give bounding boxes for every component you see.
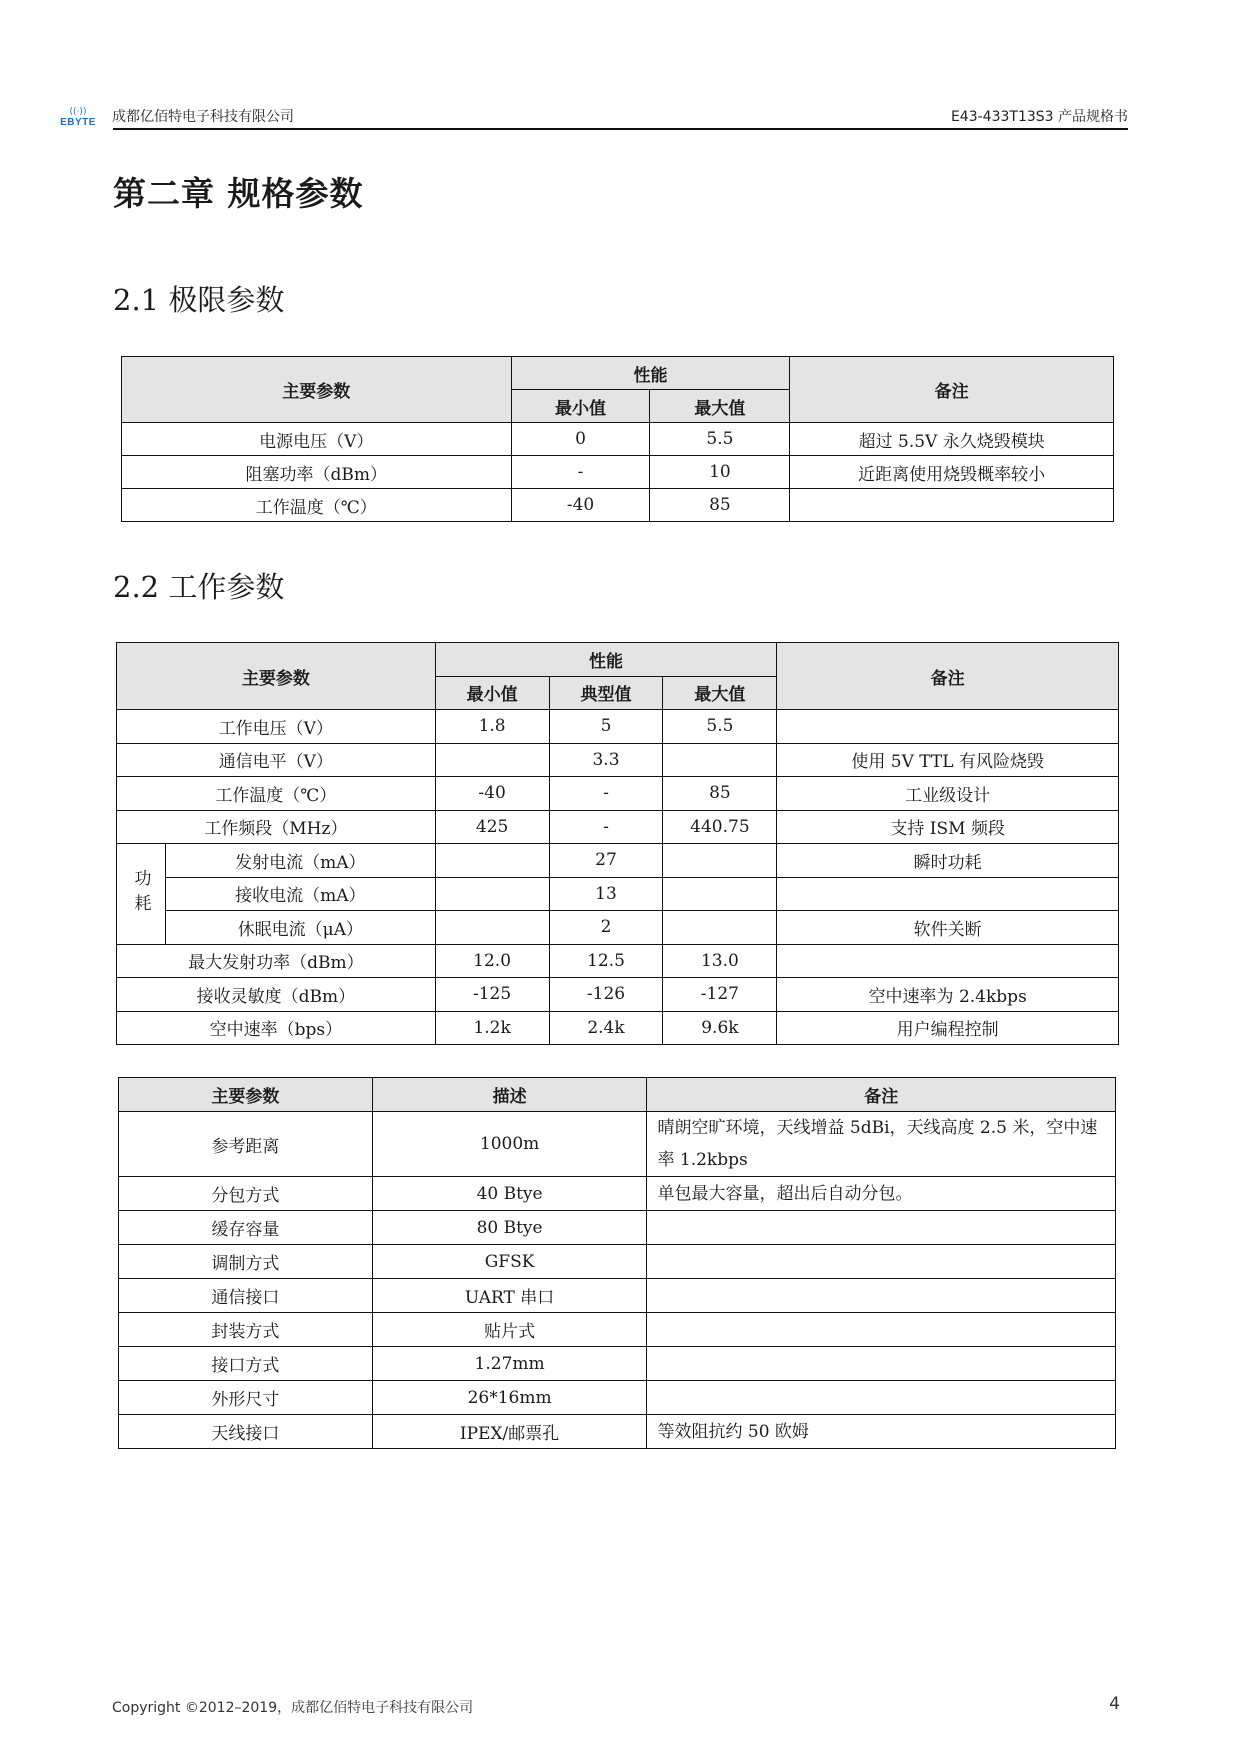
cell-typ: - <box>549 810 663 844</box>
cell-note: 用户编程控制 <box>777 1011 1119 1045</box>
cell-param: 工作频段（MHz） <box>117 810 436 844</box>
cell-param: 封装方式 <box>119 1313 373 1347</box>
table-header-row <box>122 357 1114 390</box>
cell-note: 近距离使用烧毁概率较小 <box>790 456 1114 489</box>
table-row <box>117 877 1119 911</box>
cell-param: 通信接口 <box>119 1279 373 1313</box>
col-header-min: 最小值 <box>435 676 549 710</box>
cell-description: 40 Btye <box>372 1177 647 1211</box>
table-row <box>117 944 1119 978</box>
cell-max: 440.75 <box>663 810 777 844</box>
table-row <box>122 456 1114 489</box>
cell-note <box>647 1245 1116 1279</box>
table-row <box>117 844 1119 878</box>
cell-param: 接收灵敏度（dBm） <box>117 978 436 1012</box>
col-header-max: 最大值 <box>650 390 790 423</box>
col-header-param: 主要参数 <box>117 643 436 710</box>
chapter-title: 第二章 规格参数 <box>113 174 364 213</box>
cell-max: 10 <box>650 456 790 489</box>
header-divider <box>113 128 1128 130</box>
cell-param: 参考距离 <box>119 1112 373 1177</box>
cell-note: 支持 ISM 频段 <box>777 810 1119 844</box>
cell-note <box>777 710 1119 744</box>
cell-note: 软件关断 <box>777 911 1119 945</box>
cell-note: 瞬时功耗 <box>777 844 1119 878</box>
cell-typ: -126 <box>549 978 663 1012</box>
cell-description: UART 串口 <box>372 1279 647 1313</box>
cell-max <box>663 911 777 945</box>
cell-param: 天线接口 <box>119 1415 373 1449</box>
col-header-note: 备注 <box>647 1078 1116 1112</box>
limit-parameters-table <box>121 356 1114 522</box>
section-title-limit-params: 2.1 极限参数 <box>113 283 285 317</box>
cell-typ: 27 <box>549 844 663 878</box>
table-row <box>119 1245 1116 1279</box>
cell-param: 最大发射功率（dBm） <box>117 944 436 978</box>
cell-description: 80 Btye <box>372 1211 647 1245</box>
cell-note: 超过 5.5V 永久烧毁模块 <box>790 423 1114 456</box>
col-header-param: 主要参数 <box>119 1078 373 1112</box>
cell-max: -127 <box>663 978 777 1012</box>
table-row <box>117 777 1119 811</box>
cell-min <box>435 844 549 878</box>
cell-param: 调制方式 <box>119 1245 373 1279</box>
table-header-row <box>117 643 1119 677</box>
operating-parameters-table <box>116 642 1119 1045</box>
cell-max <box>663 844 777 878</box>
cell-max: 85 <box>663 777 777 811</box>
cell-max <box>663 877 777 911</box>
cell-max: 5.5 <box>650 423 790 456</box>
cell-note <box>647 1279 1116 1313</box>
cell-min: 425 <box>435 810 549 844</box>
table-row <box>122 423 1114 456</box>
col-header-typ: 典型值 <box>549 676 663 710</box>
cell-param: 接收电流（mA） <box>165 877 435 911</box>
cell-typ: - <box>549 777 663 811</box>
cell-note: 晴朗空旷环境，天线增益 5dBi，天线高度 2.5 米，空中速率 1.2kbps <box>647 1112 1116 1177</box>
cell-note <box>777 877 1119 911</box>
cell-description: 26*16mm <box>372 1381 647 1415</box>
cell-max: 9.6k <box>663 1011 777 1045</box>
section-title-operating-params: 2.2 工作参数 <box>113 570 285 604</box>
cell-param: 工作电压（V） <box>117 710 436 744</box>
cell-note <box>647 1313 1116 1347</box>
cell-param: 分包方式 <box>119 1177 373 1211</box>
cell-min <box>435 743 549 777</box>
cell-min <box>435 911 549 945</box>
cell-typ: 5 <box>549 710 663 744</box>
table-row <box>119 1313 1116 1347</box>
table-row <box>119 1279 1116 1313</box>
cell-typ: 2 <box>549 911 663 945</box>
col-header-performance: 性能 <box>435 643 777 677</box>
table-row <box>119 1211 1116 1245</box>
ebyte-logo <box>55 108 101 130</box>
cell-min: 12.0 <box>435 944 549 978</box>
cell-note: 单包最大容量，超出后自动分包。 <box>647 1177 1116 1211</box>
footer-copyright: Copyright ©2012–2019，成都亿佰特电子科技有限公司 <box>112 1700 474 1716</box>
cell-description: 贴片式 <box>372 1313 647 1347</box>
cell-note <box>647 1211 1116 1245</box>
page-header <box>50 90 1128 130</box>
table-row <box>119 1381 1116 1415</box>
cell-typ: 12.5 <box>549 944 663 978</box>
table-row <box>122 489 1114 522</box>
cell-param: 休眠电流（μA） <box>165 911 435 945</box>
logo-text: EBYTE <box>60 117 96 128</box>
col-header-note: 备注 <box>777 643 1119 710</box>
cell-param: 发射电流（mA） <box>165 844 435 878</box>
cell-param: 接口方式 <box>119 1347 373 1381</box>
cell-typ: 13 <box>549 877 663 911</box>
cell-note: 使用 5V TTL 有风险烧毁 <box>777 743 1119 777</box>
cell-max: 13.0 <box>663 944 777 978</box>
table-row <box>117 710 1119 744</box>
cell-note: 等效阻抗约 50 欧姆 <box>647 1415 1116 1449</box>
table-row <box>119 1112 1116 1177</box>
cell-min: -40 <box>435 777 549 811</box>
table-header-row <box>119 1078 1116 1112</box>
cell-min: -125 <box>435 978 549 1012</box>
cell-note: 工业级设计 <box>777 777 1119 811</box>
cell-param: 工作温度（℃） <box>117 777 436 811</box>
cell-param: 工作温度（℃） <box>122 489 512 522</box>
cell-typ: 3.3 <box>549 743 663 777</box>
cell-max: 85 <box>650 489 790 522</box>
cell-description: GFSK <box>372 1245 647 1279</box>
cell-typ: 2.4k <box>549 1011 663 1045</box>
power-group-label: 功耗 <box>130 868 151 919</box>
cell-description: 1000m <box>372 1112 647 1177</box>
cell-description: 1.27mm <box>372 1347 647 1381</box>
cell-min: 1.2k <box>435 1011 549 1045</box>
col-header-max: 最大值 <box>663 676 777 710</box>
cell-min: 1.8 <box>435 710 549 744</box>
table-row <box>119 1177 1116 1211</box>
cell-param: 通信电平（V） <box>117 743 436 777</box>
cell-min: -40 <box>511 489 650 522</box>
table-row <box>117 1011 1119 1045</box>
cell-note <box>790 489 1114 522</box>
cell-min: - <box>511 456 650 489</box>
cell-max: 5.5 <box>663 710 777 744</box>
table-row <box>117 743 1119 777</box>
table-row <box>117 911 1119 945</box>
col-header-performance: 性能 <box>511 357 790 390</box>
cell-power-group-label <box>117 844 166 945</box>
col-header-note: 备注 <box>790 357 1114 423</box>
col-header-param: 主要参数 <box>122 357 512 423</box>
table-row <box>117 810 1119 844</box>
header-company-name: 成都亿佰特电子科技有限公司 <box>112 109 294 125</box>
page-number: 4 <box>1109 1694 1120 1714</box>
wireless-signal-icon: ((·)) <box>69 107 87 117</box>
cell-note: 空中速率为 2.4kbps <box>777 978 1119 1012</box>
cell-param: 空中速率（bps） <box>117 1011 436 1045</box>
cell-max <box>663 743 777 777</box>
table-row <box>119 1415 1116 1449</box>
cell-note <box>647 1381 1116 1415</box>
cell-min <box>435 877 549 911</box>
cell-param: 外形尺寸 <box>119 1381 373 1415</box>
col-header-min: 最小值 <box>511 390 650 423</box>
general-specs-table <box>118 1077 1116 1449</box>
col-header-description: 描述 <box>372 1078 647 1112</box>
cell-description: IPEX/邮票孔 <box>372 1415 647 1449</box>
cell-min: 0 <box>511 423 650 456</box>
cell-note <box>777 944 1119 978</box>
cell-param: 电源电压（V） <box>122 423 512 456</box>
cell-param: 缓存容量 <box>119 1211 373 1245</box>
cell-param: 阻塞功率（dBm） <box>122 456 512 489</box>
table-row <box>119 1347 1116 1381</box>
cell-note <box>647 1347 1116 1381</box>
table-row <box>117 978 1119 1012</box>
header-document-title: E43-433T13S3 产品规格书 <box>950 109 1128 125</box>
